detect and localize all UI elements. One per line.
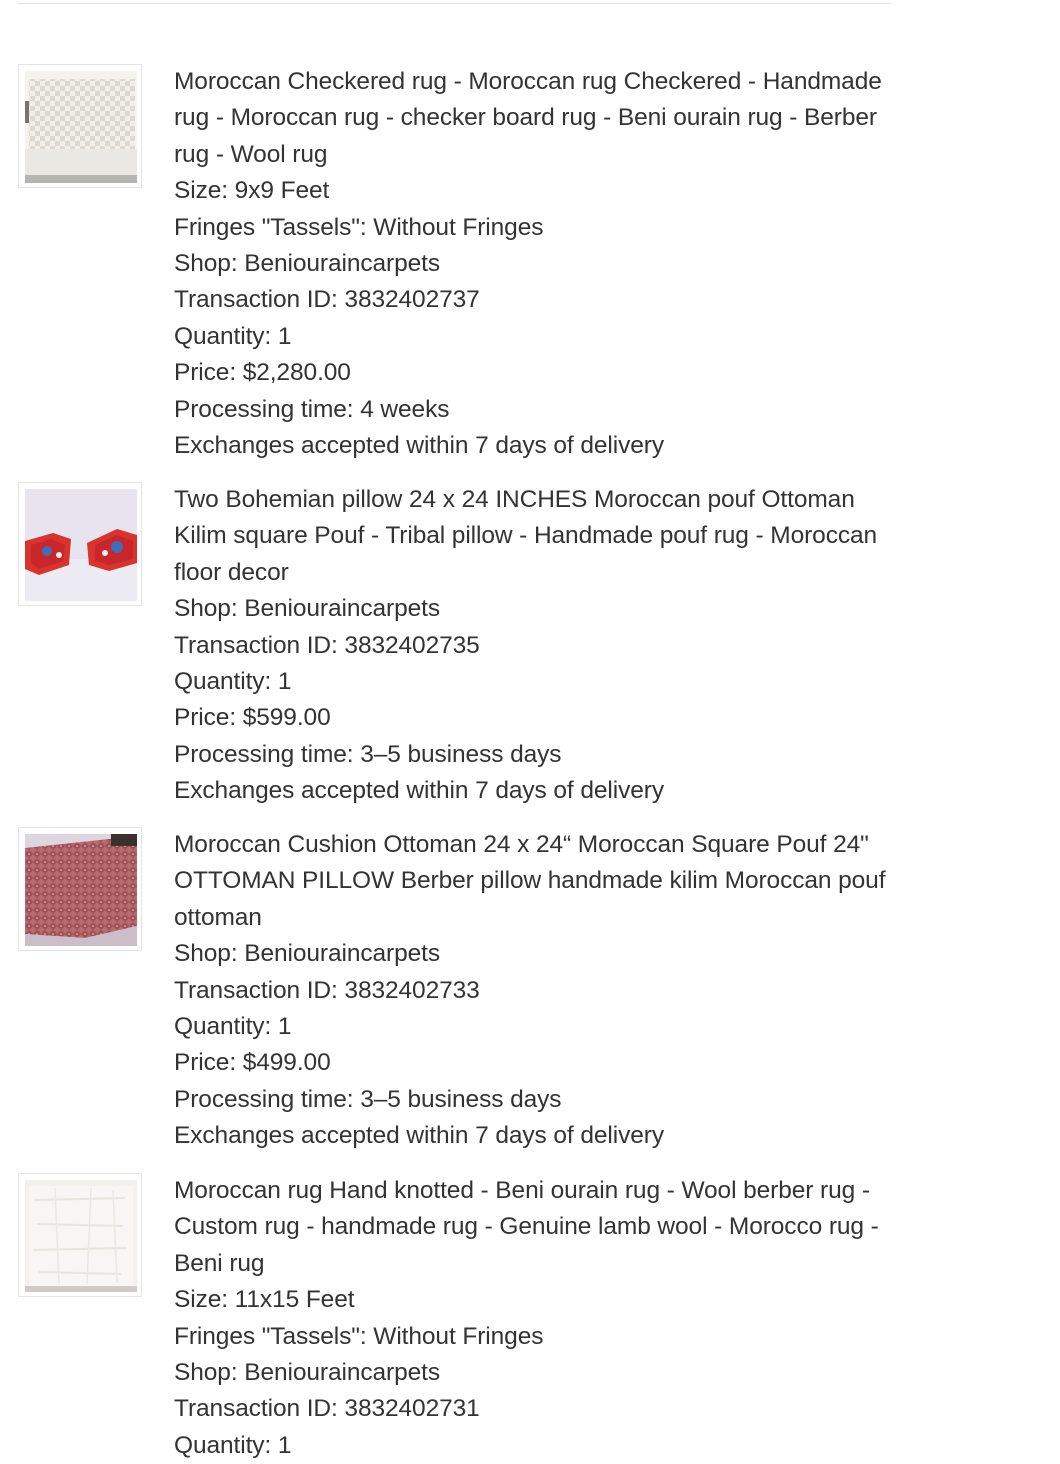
item-title-line[interactable]: rug - Moroccan rug - checker board rug - Beni ourain rug - Berber	[174, 104, 877, 132]
top-divider	[18, 3, 891, 4]
pouf-pair-icon	[25, 489, 137, 601]
checkered-rug-icon	[25, 71, 137, 183]
item-processing-time: Processing time: 4 weeks	[174, 395, 450, 423]
item-fringes: Fringes "Tassels": Without Fringes	[174, 1322, 544, 1350]
item-quantity: Quantity: 1	[174, 1431, 292, 1459]
item-exchanges: Exchanges accepted within 7 days of delivery	[174, 432, 664, 460]
item-title	[174, 482, 894, 591]
item-title-line[interactable]: Kilim square Pouf - Tribal pillow - Handmade pouf rug - Moroccan	[174, 522, 878, 550]
item-transaction-id: Transaction ID: 3832402731	[174, 1395, 480, 1423]
item-exchanges: Exchanges accepted within 7 days of delivery	[174, 1122, 664, 1150]
pouf-pair-image[interactable]	[18, 482, 142, 606]
item-quantity: Quantity: 1	[174, 668, 292, 696]
item-fringes: Fringes "Tassels": Without Fringes	[174, 213, 544, 241]
item-transaction-id: Transaction ID: 3832402733	[174, 976, 480, 1004]
kilim-pouf-icon	[25, 834, 137, 946]
item-title	[174, 827, 894, 936]
item-title-line[interactable]: rug - Wool rug	[174, 140, 328, 168]
item-title-line[interactable]: Moroccan Checkered rug - Moroccan rug Checkered - Handmade	[174, 68, 882, 95]
item-title-line[interactable]: Moroccan rug Hand knotted - Beni ourain rug - Wool berber rug -	[174, 1177, 870, 1204]
item-size: Size: 9x9 Feet	[174, 177, 330, 205]
item-title-line[interactable]: Moroccan Cushion Ottoman 24 x 24“ Moroccan Square Pouf 24"	[174, 831, 869, 858]
item-shop: Shop: Beniouraincarpets	[174, 940, 441, 968]
item-transaction-id: Transaction ID: 3832402735	[174, 631, 480, 659]
item-title	[174, 1173, 894, 1282]
item-quantity: Quantity: 1	[174, 322, 292, 350]
item-shop: Shop: Beniouraincarpets	[174, 595, 441, 623]
item-price: Price: $499.00	[174, 1049, 331, 1077]
kilim-pouf-image[interactable]	[18, 827, 142, 951]
item-title	[174, 64, 894, 173]
item-title-line[interactable]: floor decor	[174, 558, 289, 586]
beni-ourain-rug-icon	[25, 1180, 137, 1292]
item-title-line[interactable]: Two Bohemian pillow 24 x 24 INCHES Moroccan pouf Ottoman	[174, 486, 855, 513]
item-exchanges: Exchanges accepted within 7 days of delivery	[174, 777, 664, 805]
item-title-line[interactable]: ottoman	[174, 903, 262, 931]
item-size: Size: 11x15 Feet	[174, 1286, 355, 1314]
item-price: Price: $599.00	[174, 704, 331, 732]
item-transaction-id: Transaction ID: 3832402737	[174, 286, 480, 314]
item-shop: Shop: Beniouraincarpets	[174, 250, 441, 278]
beni-ourain-rug-image[interactable]	[18, 1173, 142, 1297]
checkered-rug-image[interactable]	[18, 64, 142, 188]
item-processing-time: Processing time: 3–5 business days	[174, 1085, 562, 1113]
item-processing-time: Processing time: 3–5 business days	[174, 740, 562, 768]
item-shop: Shop: Beniouraincarpets	[174, 1359, 441, 1387]
item-title-line[interactable]: Custom rug - handmade rug - Genuine lamb wool - Morocco rug -	[174, 1213, 879, 1241]
item-title-line[interactable]: Beni rug	[174, 1249, 265, 1277]
item-title-line[interactable]: OTTOMAN PILLOW Berber pillow handmade kilim Moroccan pouf	[174, 867, 886, 895]
item-quantity: Quantity: 1	[174, 1013, 292, 1041]
item-price: Price: $2,280.00	[174, 359, 351, 387]
